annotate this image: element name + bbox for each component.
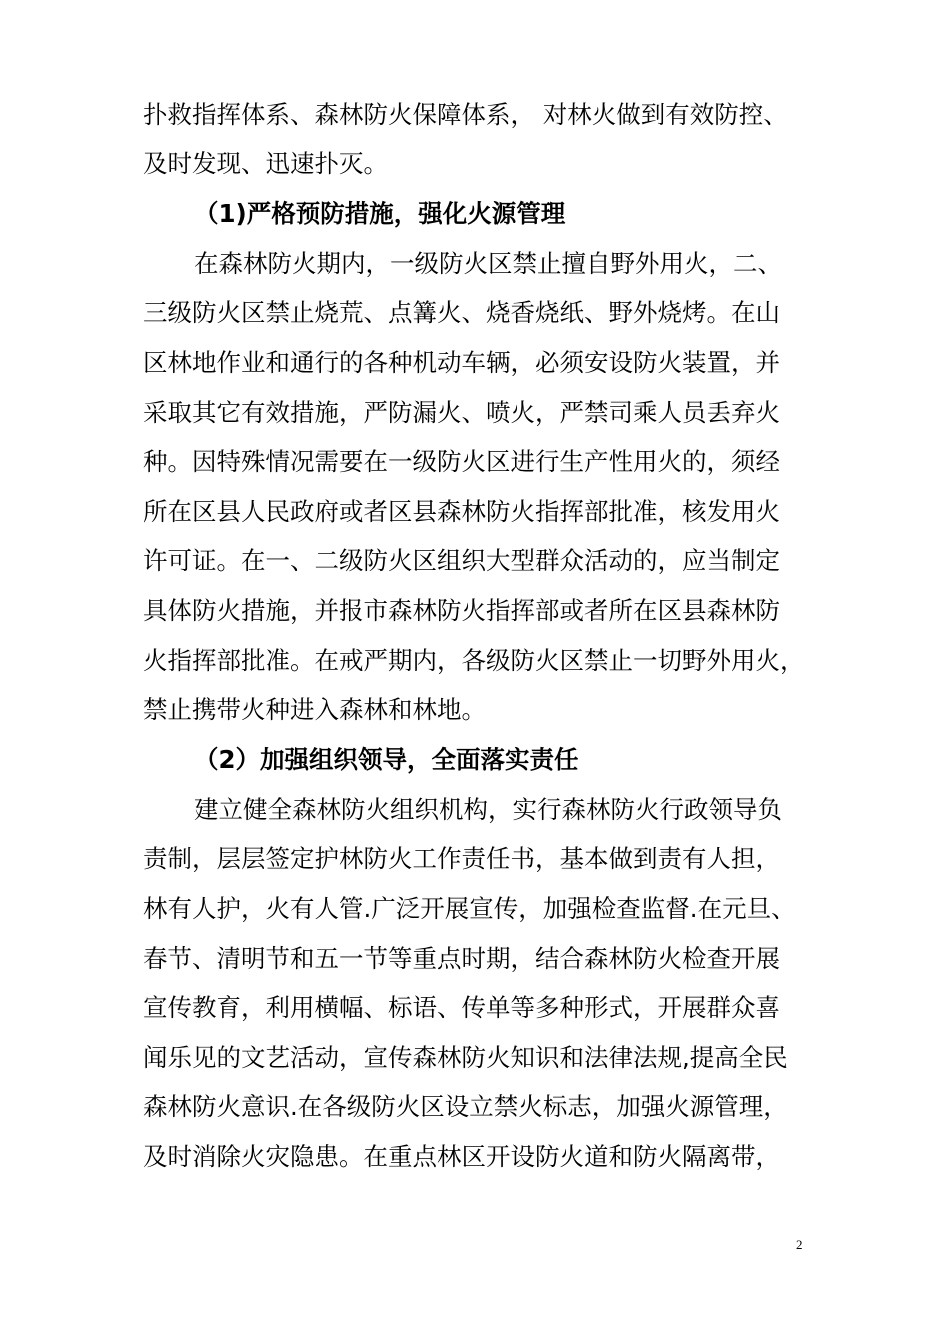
body-text-line: 林有人护，火有人管.广泛开展宣传，加强检查监督.在元旦、: [143, 894, 796, 923]
page-number: 2: [796, 1237, 803, 1252]
body-text-line: 森林防火意识.在各级防火区设立禁火标志，加强火源管理，: [143, 1092, 788, 1121]
body-text-line: 火指挥部批准。在戒严期内，各级防火区禁止一切野外用火，: [143, 646, 805, 675]
paragraph-first-line: 在森林防火期内，一级防火区禁止擅自野外用火，二、: [194, 249, 782, 278]
body-text-line: 及时消除火灾隐患。在重点林区开设防火道和防火隔离带，: [143, 1142, 780, 1171]
body-text-line: 宣传教育，利用横幅、标语、传单等多种形式，开展群众喜: [143, 993, 780, 1022]
body-text-line: 许可证。在一、二级防火区组织大型群众活动的，应当制定: [143, 546, 780, 575]
body-text-line: 具体防火措施，并报市森林防火指挥部或者所在区县森林防: [143, 596, 780, 625]
body-text-line: 三级防火区禁止烧荒、点篝火、烧香烧纸、野外烧烤。在山: [143, 298, 780, 327]
body-text-line: 扑救指挥体系、森林防火保障体系， 对林火做到有效防控、: [143, 100, 788, 129]
body-text-line: 及时发现、迅速扑灭。: [143, 149, 388, 178]
body-text-line: 禁止携带火种进入森林和林地。: [143, 695, 486, 724]
paragraph-first-line: 建立健全森林防火组织机构，实行森林防火行政领导负: [194, 795, 782, 824]
body-text-line: 区林地作业和通行的各种机动车辆，必须安设防火装置，并: [143, 348, 780, 377]
body-text-line: 所在区县人民政府或者区县森林防火指挥部批准，核发用火: [143, 497, 780, 526]
body-text-line: 责制，层层签定护林防火工作责任书，基本做到责有人担，: [143, 844, 780, 873]
body-text-line: 采取其它有效措施，严防漏火、喷火，严禁司乘人员丢弃火: [143, 398, 780, 427]
section-heading-1: （1)严格预防措施，强化火源管理: [194, 199, 566, 228]
body-text-line: 春节、清明节和五一节等重点时期，结合森林防火检查开展: [143, 944, 780, 973]
body-text-line: 闻乐见的文艺活动，宣传森林防火知识和法律法规,提高全民: [143, 1043, 788, 1072]
body-text-line: 种。因特殊情况需要在一级防火区进行生产性用火的，须经: [143, 447, 780, 476]
section-heading-2: （2）加强组织领导，全面落实责任: [194, 745, 579, 774]
